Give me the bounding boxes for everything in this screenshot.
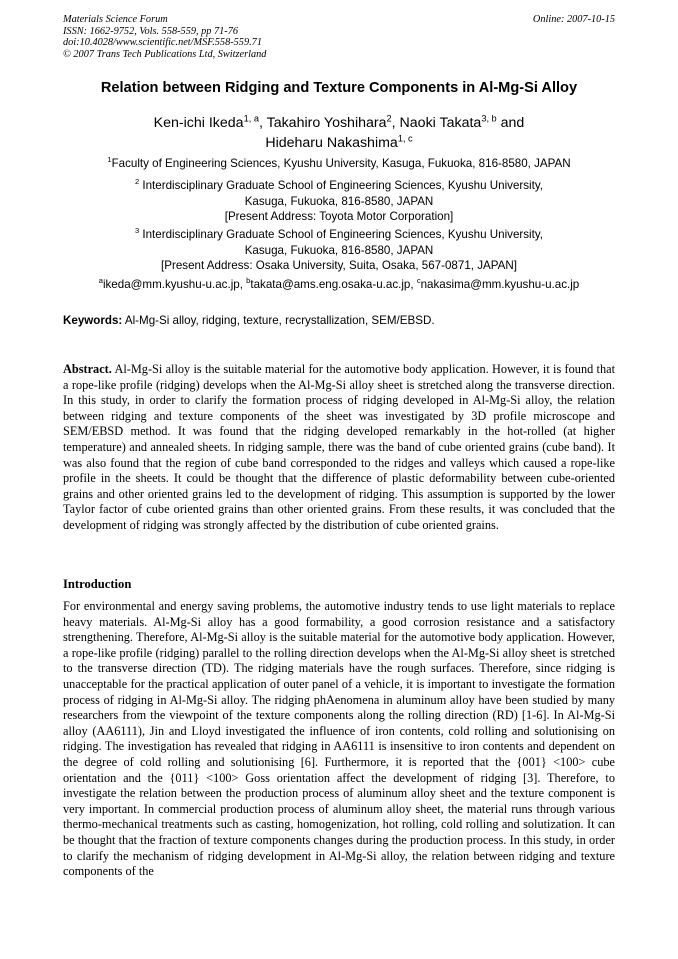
author-sup: 1, c — [397, 133, 413, 144]
issn-line: ISSN: 1662-9752, Vols. 558-559, pp 71-76 — [63, 25, 239, 37]
author-sup: 1, a — [243, 113, 259, 124]
affiliation-line: [Present Address: Osaka University, Suita, Osaka, 567-0871, JAPAN] — [161, 259, 517, 272]
affiliation-text: Interdisciplinary Graduate School of Engineering Sciences, Kyushu University, — [139, 228, 544, 241]
email-sup: c — [416, 276, 421, 286]
affiliation-num: 1 — [107, 155, 112, 165]
journal-header — [63, 14, 615, 60]
affiliation-line: [Present Address: Toyota Motor Corporation] — [224, 210, 454, 223]
author-sup: 2 — [386, 113, 392, 124]
affiliation-num: 3 — [134, 226, 140, 236]
introduction-body: For environmental and energy saving problems, the automotive industry tends to use light materials to replace heavy materials. Al-Mg-Si alloy has a good formability, a good corrosion resistance and a satisfactory strengthening. Therefore, Al-Mg-Si alloy is the suitable material for the automotive body application. However, a rope-like profile (ridging) parallel to the rolling direction develops when the Al-Mg-Si alloy sheet is stretched to the transverse direction (TD). The ridging materials have the rough surfaces. Therefore, since ridging is unacceptable for the practical application of outer panel of a vehicle, it is important to investigate the formation process of ridging in Al-Mg-Si alloy. The ridging phAenomena in aluminum alloy have been studied by many researchers from the viewpoint of the texture components along the rolling direction (RD) [1-6]. In Al-Mg-Si alloy (AA6111), Jin and Lloyd investigated the influence of iron contents, cold rolling and solutionising on ridging. The investigation has revealed that ridging in AA6111 is insensitive to iron contents and dependent on the degree of cold rolling and solutionising [6]. Furthermore, it is reported that the {001} <100> cube orientation and the {011} <100> Goss orientation affect the development of ridging [3]. Therefore, to investigate the relation between the production process of aluminum alloy sheet and the texture component is very important. In commercial production process of aluminum alloy sheet, the material runs through various thermo-mechanical treatments such as casting, homogenization, hot rolling, cold rolling and solutization. It can be thought that the fraction of texture components changes during the production process. In this study, in order to clarify the mechanism of ridging development in Al-Mg-Si alloy, the relation between ridging and texture components of the — [63, 599, 615, 879]
online-date: Online: 2007-10-15 — [532, 14, 615, 25]
email-address[interactable]: ikeda@mm.kyushu-u.ac.jp, — [102, 278, 247, 291]
keywords-text: Al-Mg-Si alloy, ridging, texture, recrystallization, SEM/EBSD. — [122, 314, 435, 327]
author-name: Takahiro Yoshihara — [266, 115, 387, 131]
email-sup: a — [98, 276, 103, 286]
abstract-text: Al-Mg-Si alloy is the suitable material for the automotive body application. However, it is found that a rope-like profile (ridging) develops when the Al-Mg-Si alloy sheet is stretched along the transverse direction. In this study, in order to clarify the formation process of ridging developed in Al-Mg-Si alloy, the relation between ridging and texture components of the sheet was investigated by 3D profile microscope and SEM/EBSD method. It was found that the ridging developed remarkably in the hot-rolled (at higher temperature) and annealed sheets. In ridging sample, there was the band of cube oriented grains (cube band). It was also found that the region of cube band corresponded to the ridges and valleys which caused a rope-like profile in the sheets. It could be thought that the difference of plastic deformability between cube-oriented grains and other oriented grains led to the development of ridging. This assumption is supported by the lower Taylor factor of cube oriented grains than other oriented grains. From these results, it was concluded that the development of ridging was strongly affected by the distribution of cube oriented grains. — [63, 362, 615, 532]
email-list — [0, 277, 678, 293]
keywords-label: Keywords: — [63, 314, 123, 327]
affiliation-1 — [0, 156, 678, 172]
doi-line: doi:10.4028/www.scientific.net/MSF.558-559.71 — [63, 37, 262, 49]
affiliation-2 — [0, 178, 678, 225]
affiliation-line — [0, 178, 678, 194]
affiliation-line — [0, 227, 678, 243]
affiliation-text: Faculty of Engineering Sciences, Kyushu University, Kasuga, Fukuoka, 816-8580, JAPAN — [111, 157, 571, 170]
paper-title: Relation between Ridging and Texture Components in Al-Mg-Si Alloy — [100, 80, 578, 96]
affiliation-text: Interdisciplinary Graduate School of Engineering Sciences, Kyushu University, — [139, 179, 544, 192]
email-address[interactable]: takata@ams.eng.osaka-u.ac.jp, — [250, 278, 417, 291]
author-name: Ken-ichi Ikeda — [153, 115, 244, 131]
author-sup: 3, b — [481, 113, 497, 124]
author-name: Naoki Takata — [399, 115, 482, 131]
author-sep: and — [496, 115, 525, 131]
section-heading-introduction: Introduction — [63, 577, 132, 591]
copyright-line: © 2007 Trans Tech Publications Ltd, Switzerland — [63, 48, 267, 60]
author-list — [0, 113, 678, 153]
abstract — [63, 362, 615, 534]
affiliation-line: Kasuga, Fukuoka, 816-8580, JAPAN — [244, 243, 434, 257]
affiliation-num: 2 — [134, 177, 140, 187]
email-address[interactable]: nakasima@mm.kyushu-u.ac.jp — [420, 278, 580, 291]
keywords — [63, 314, 623, 327]
affiliation-line: Kasuga, Fukuoka, 816-8580, JAPAN — [244, 194, 434, 208]
author-sep: , — [391, 115, 400, 131]
author-line-1 — [0, 113, 678, 133]
affiliation-3 — [0, 227, 678, 274]
email-sup: b — [246, 276, 251, 286]
author-line-2 — [0, 133, 678, 153]
author-sep: , — [258, 115, 267, 131]
journal-name: Materials Science Forum — [63, 14, 168, 25]
author-name: Hideharu Nakashima — [265, 135, 398, 151]
abstract-label: Abstract. — [63, 362, 112, 376]
